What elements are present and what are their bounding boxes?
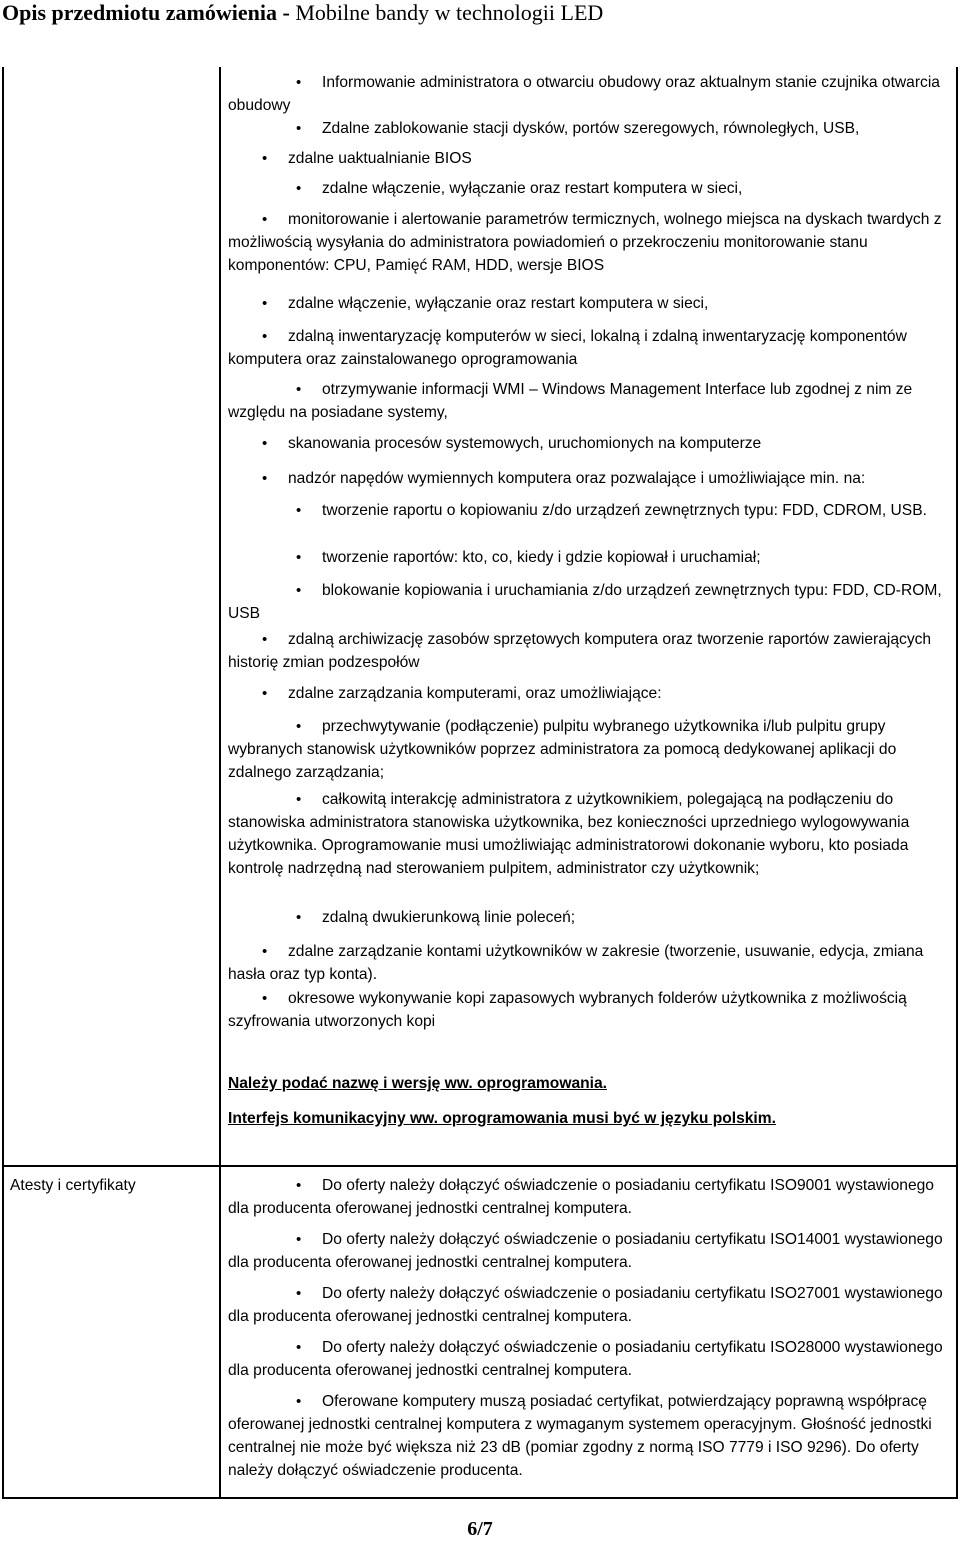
list-item-text: Informowanie administratora o otwarciu obudowy oraz aktualnym stanie czujnika otwarcia obudowy	[228, 74, 940, 114]
bullet-icon: •	[296, 549, 302, 566]
list-item-text: przechwytywanie (podłączenie) pulpitu wybranego użytkownika i/lub pulpitu grupy wybranych stanowisk użytkowników poprzez administratora za pomocą dedykowanej aplikacji do zdalnego zarządzania;	[228, 718, 897, 781]
bullet-icon: •	[262, 990, 268, 1007]
list-item-text: zdalne włączenie, wyłączanie oraz restart komputera w sieci,	[288, 295, 709, 312]
list-item	[228, 208, 944, 277]
list-item-text: zdalną inwentaryzację komputerów w sieci, lokalną i zdalną inwentaryzację komponentów komputera oraz zainstalowanego oprogramowania	[228, 328, 907, 368]
list-item	[228, 467, 944, 490]
bullet-icon: •	[296, 74, 302, 91]
list-item-text: monitorowanie i alertowanie parametrów termicznych, wolnego miejsca na dyskach twardych z możliwością wysyłania do administratora powiadomień o przekroczeniu monitorowanie stanu komponentów: CPU, Pamięć RAM, HDD, wersje BIOS	[228, 211, 942, 274]
list-item-text: skanowania procesów systemowych, uruchomionych na komputerze	[288, 435, 762, 452]
list-item-text: tworzenie raportów: kto, co, kiedy i gdzie kopiował i uruchamiał;	[322, 549, 761, 566]
list-item-text: całkowitą interakcję administratora z użytkownikiem, polegającą na podłączeniu do stanowiska administratora stanowiska użytkownika, bez konieczności uprzedniego wylogowywania użytkownika. Oprogramowanie musi umożliwiając administratorowi dokonanie wyboru, kto posiada kontrolę nadrzędną nad sterowaniem pulpitem, administrator czy użytkownik;	[228, 791, 910, 877]
bullet-icon: •	[262, 150, 268, 167]
table-right-border	[956, 67, 958, 1499]
bullet-icon: •	[296, 582, 302, 599]
bullet-icon: •	[296, 1231, 302, 1248]
list-item-text: nadzór napędów wymiennych komputera oraz pozwalające i umożliwiające min. na:	[288, 470, 866, 487]
bullet-icon: •	[296, 120, 302, 137]
page-title	[2, 0, 603, 26]
note-polish-interface: Interfejs komunikacyjny ww. oprogramowania musi być w języku polskim.	[228, 1110, 776, 1127]
list-item	[228, 715, 944, 784]
list-item-text: zdalną archiwizację zasobów sprzętowych komputera oraz tworzenie raportów zawierających historię zmian podzespołów	[228, 631, 932, 671]
list-item	[228, 117, 944, 140]
bullet-icon: •	[296, 1339, 302, 1356]
list-item	[228, 1174, 944, 1220]
list-item	[228, 579, 944, 625]
list-item	[228, 546, 944, 569]
list-item	[228, 940, 944, 986]
list-item	[228, 628, 944, 674]
list-item-text: Do oferty należy dołączyć oświadczenie o posiadaniu certyfikatu ISO27001 wystawionego dla producenta oferowanej jednostki centralnej komputera.	[228, 1285, 943, 1325]
list-item	[228, 177, 944, 200]
list-item-text: Do oferty należy dołączyć oświadczenie o posiadaniu certyfikatu ISO9001 wystawionego dla producenta oferowanej jednostki centralnej komputera.	[228, 1177, 934, 1217]
table-column-divider	[219, 67, 221, 1499]
bullet-icon: •	[296, 718, 302, 735]
table-row-divider	[2, 1165, 958, 1167]
bullet-icon: •	[296, 180, 302, 197]
list-item	[228, 906, 944, 929]
certificates-label: Atesty i certyfikaty	[10, 1177, 136, 1194]
list-item	[228, 71, 944, 117]
page-title-bold: Opis przedmiotu zamówienia -	[2, 0, 296, 25]
list-item	[228, 378, 944, 424]
list-item-text: zdalne zarządzanie kontami użytkowników w zakresie (tworzenie, usuwanie, edycja, zmiana hasła oraz typ konta).	[228, 943, 924, 983]
bullet-icon: •	[262, 943, 268, 960]
list-item-text: tworzenie raportu o kopiowaniu z/do urządzeń zewnętrznych typu: FDD, CDROM, USB.	[322, 502, 927, 519]
page-number: 6/7	[467, 1518, 493, 1540]
list-item-text: zdalną dwukierunkową linie poleceń;	[322, 909, 576, 926]
bullet-icon: •	[262, 211, 268, 228]
list-item-text: Zdalne zablokowanie stacji dysków, portów szeregowych, równoległych, USB,	[322, 120, 860, 137]
bullet-icon: •	[262, 295, 268, 312]
bullet-icon: •	[262, 435, 268, 452]
list-item-text: Oferowane komputery muszą posiadać certyfikat, potwierdzający poprawną współpracę oferowanej jednostki centralnej komputera z wymaganym systemem operacyjnym. Głośność jednostki centralnej nie może być większa niż 23 dB (pomiar zgodny z normą ISO 7779 i ISO 9296). Do oferty należy dołączyć oświadczenie producenta.	[228, 1393, 932, 1479]
list-item-text: zdalne zarządzania komputerami, oraz umożliwiające:	[288, 685, 662, 702]
list-item	[228, 499, 944, 522]
list-item-text: Do oferty należy dołączyć oświadczenie o posiadaniu certyfikatu ISO28000 wystawionego dla producenta oferowanej jednostki centralnej komputera.	[228, 1339, 943, 1379]
bullet-icon: •	[296, 381, 302, 398]
list-item-text: blokowanie kopiowania i uruchamiania z/do urządzeń zewnętrznych typu: FDD, CD-ROM, USB	[228, 582, 942, 622]
list-item	[228, 325, 944, 371]
bullet-icon: •	[262, 685, 268, 702]
list-item	[228, 788, 944, 880]
list-item	[228, 432, 944, 455]
table-bottom-border	[2, 1497, 958, 1499]
bullet-icon: •	[296, 502, 302, 519]
list-item-text: zdalne uaktualnianie BIOS	[288, 150, 472, 167]
list-item-text: Do oferty należy dołączyć oświadczenie o posiadaniu certyfikatu ISO14001 wystawionego dla producenta oferowanej jednostki centralnej komputera.	[228, 1231, 943, 1271]
bullet-icon: •	[296, 1393, 302, 1410]
bullet-icon: •	[262, 470, 268, 487]
list-item	[228, 1282, 944, 1328]
list-item	[228, 1336, 944, 1382]
list-item	[228, 147, 944, 170]
note-software-name: Należy podać nazwę i wersję ww. oprogramowania.	[228, 1075, 607, 1092]
bullet-icon: •	[296, 791, 302, 808]
list-item-text: zdalne włączenie, wyłączanie oraz restart komputera w sieci,	[322, 180, 743, 197]
list-item	[228, 682, 944, 705]
list-item	[228, 987, 944, 1033]
list-item-text: otrzymywanie informacji WMI – Windows Management Interface lub zgodnej z nim ze względu na posiadane systemy,	[228, 381, 913, 421]
bullet-icon: •	[262, 328, 268, 345]
list-item	[228, 292, 944, 315]
bullet-icon: •	[296, 1177, 302, 1194]
bullet-icon: •	[262, 631, 268, 648]
list-item-text: okresowe wykonywanie kopi zapasowych wybranych folderów użytkownika z możliwością szyfrowania utworzonych kopi	[228, 990, 907, 1030]
list-item	[228, 1390, 944, 1482]
page-title-rest: Mobilne bandy w technologii LED	[295, 0, 604, 25]
table-left-border	[2, 67, 4, 1499]
bullet-icon: •	[296, 909, 302, 926]
bullet-icon: •	[296, 1285, 302, 1302]
list-item	[228, 1228, 944, 1274]
